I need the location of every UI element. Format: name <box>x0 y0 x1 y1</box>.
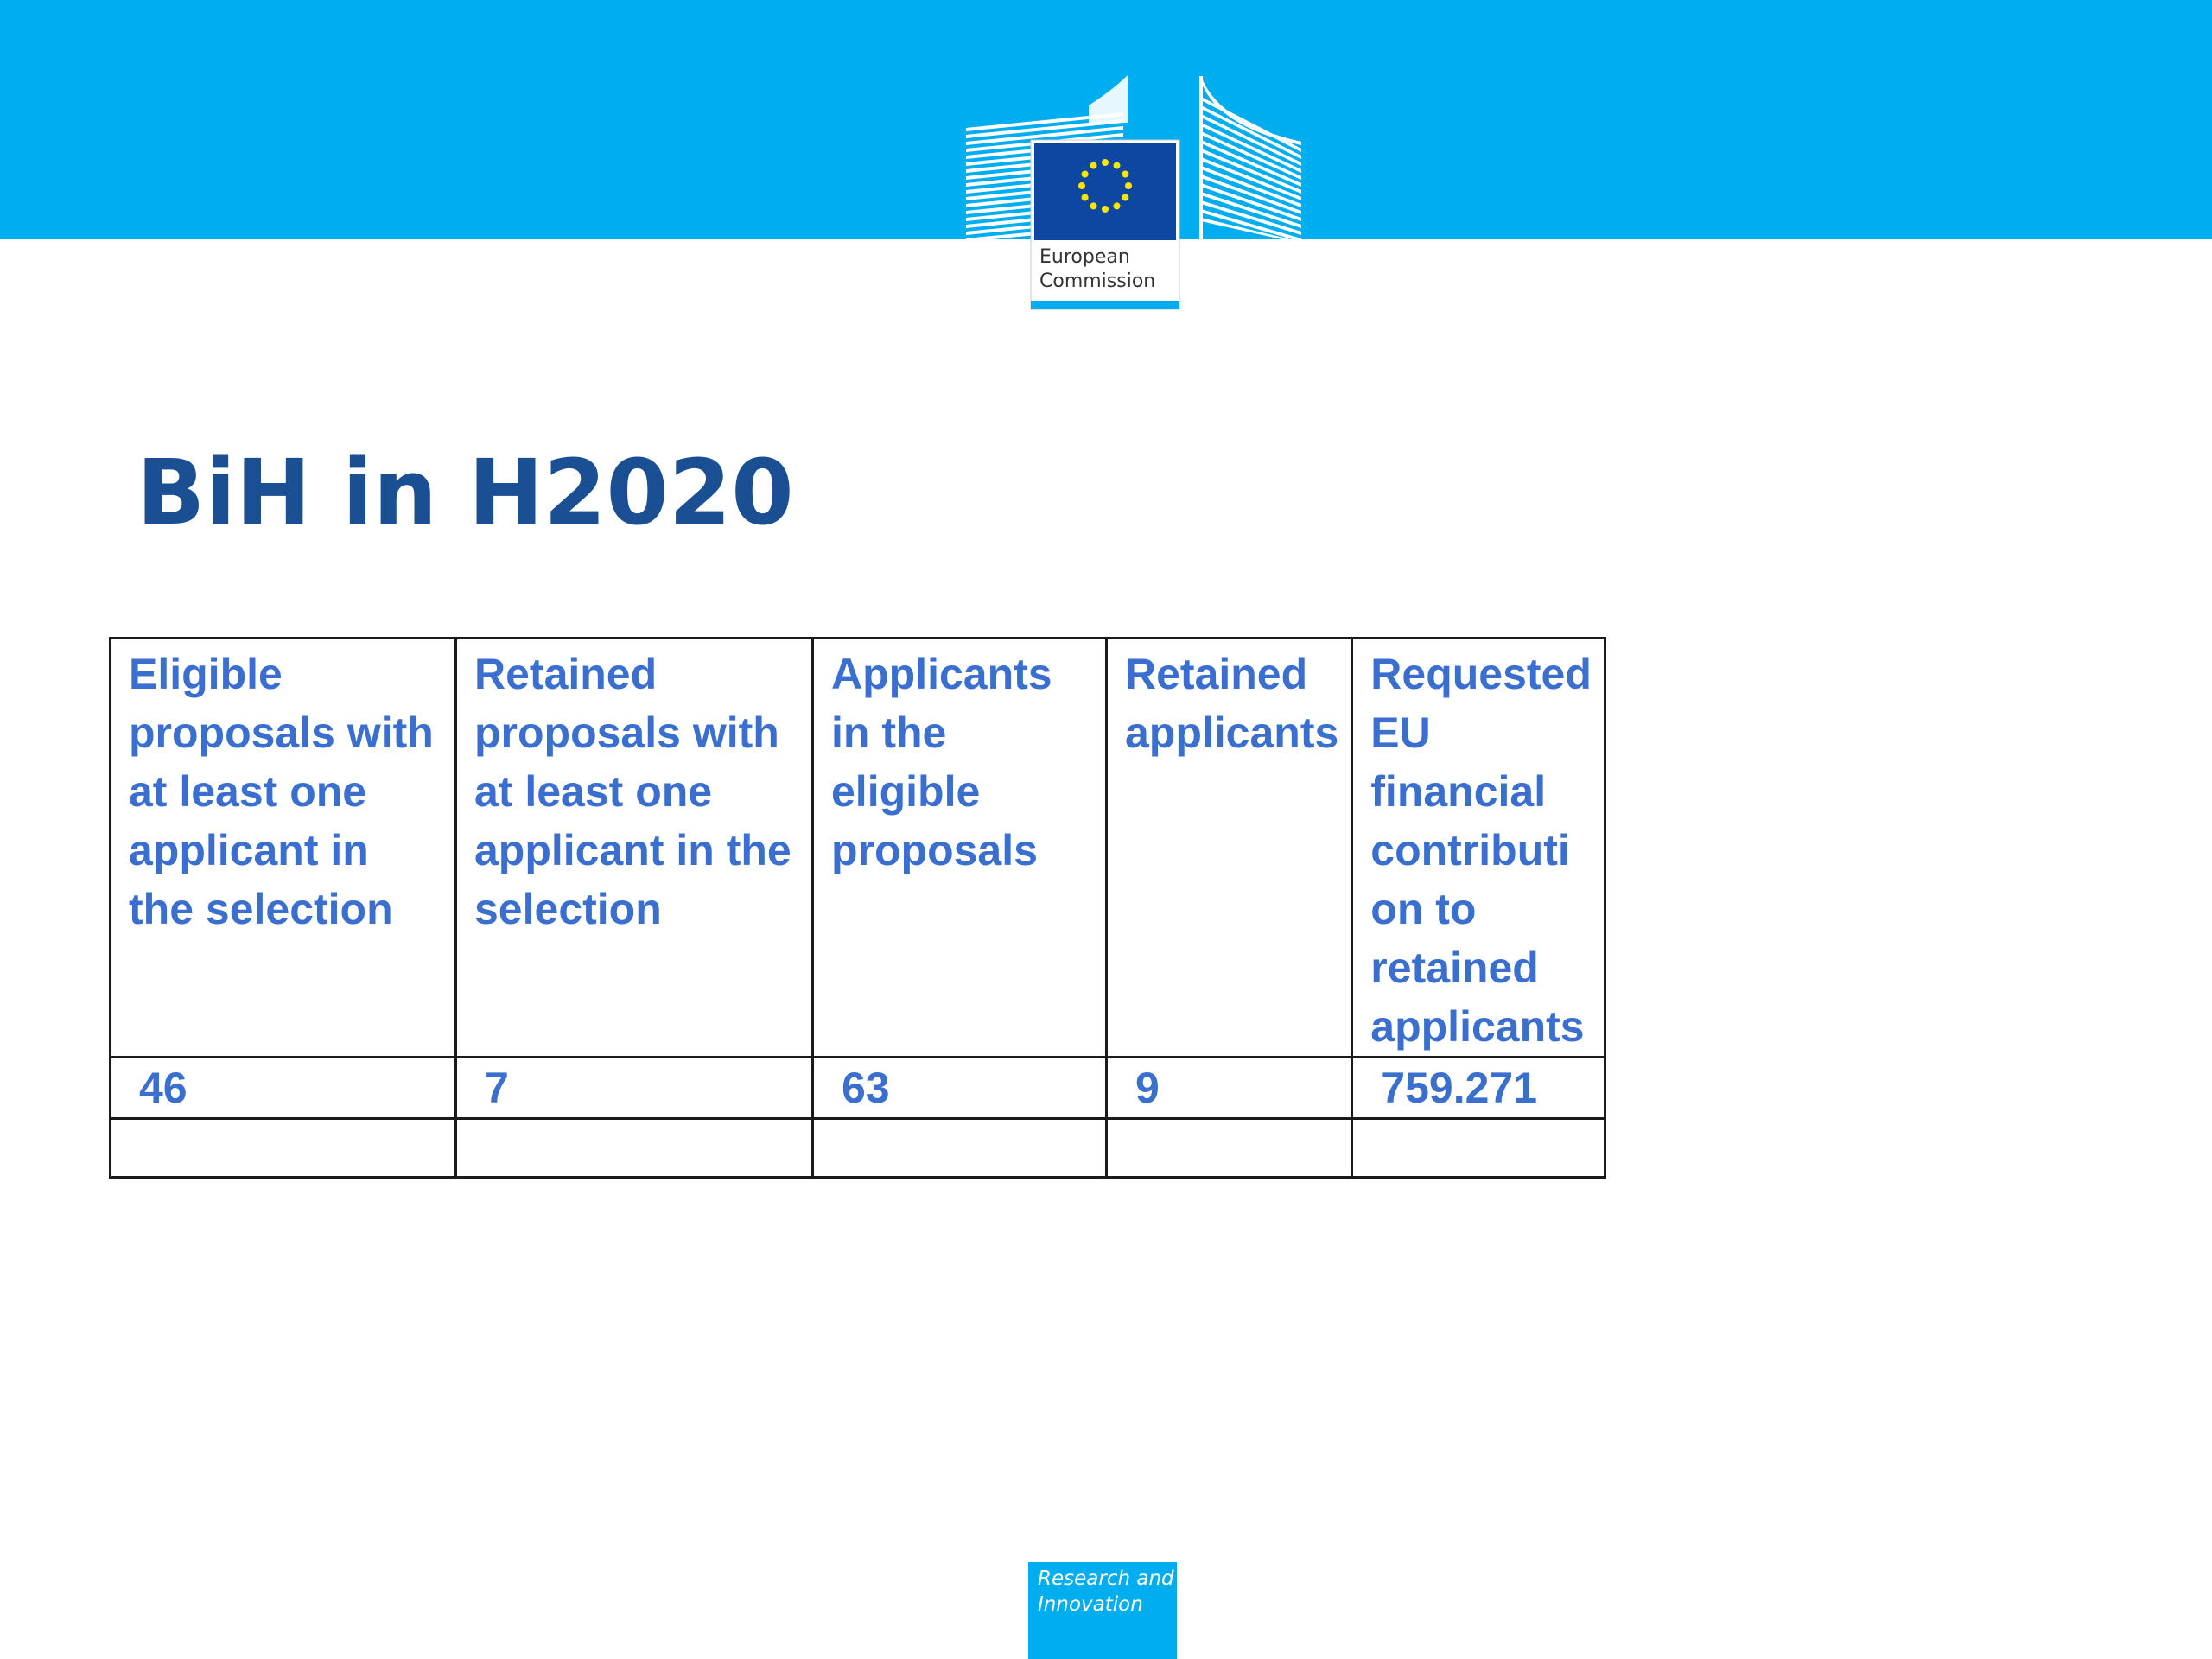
table-cell <box>813 1119 1107 1178</box>
header-cell-retained-applicants: Retained applicants <box>1107 639 1352 1058</box>
badge-line2: Innovation <box>1038 1593 1143 1616</box>
statistics-table <box>109 637 1606 1179</box>
slide-title: BiH in H2020 <box>137 440 794 545</box>
table-cell: 7 <box>456 1058 813 1119</box>
table-cell: 63 <box>813 1058 1107 1119</box>
table-cell <box>111 1119 456 1178</box>
table-cell <box>1352 1119 1605 1178</box>
table-cell: 759.271 <box>1352 1058 1605 1119</box>
table-row <box>111 1119 1605 1178</box>
badge-line1: Research and <box>1038 1567 1174 1590</box>
logo-text-line1: European <box>1039 246 1130 268</box>
table-header-row <box>111 639 1605 1058</box>
header-cell-applicants-eligible: Applicants in the eligible proposals <box>813 639 1107 1058</box>
header-cell-eligible-proposals: Eligible proposals with at least one applicant in the selection <box>111 639 456 1058</box>
table-cell <box>456 1119 813 1178</box>
table-cell: 46 <box>111 1058 456 1119</box>
table-cell <box>1107 1119 1352 1178</box>
table-cell: 9 <box>1107 1058 1352 1119</box>
logo-underline <box>1031 301 1179 309</box>
header-cell-retained-proposals: Retained proposals with at least one applicant in the selection <box>456 639 813 1058</box>
logo-text <box>1039 245 1155 294</box>
research-innovation-badge <box>1028 1562 1177 1659</box>
logo-text-line2: Commission <box>1039 270 1156 292</box>
right-building-graphic <box>1199 76 1301 245</box>
eu-flag <box>1034 143 1176 240</box>
header-cell-requested-contribution: Requested EU financial contributi on to retained applicants <box>1352 639 1605 1058</box>
table-row <box>111 1058 1605 1119</box>
